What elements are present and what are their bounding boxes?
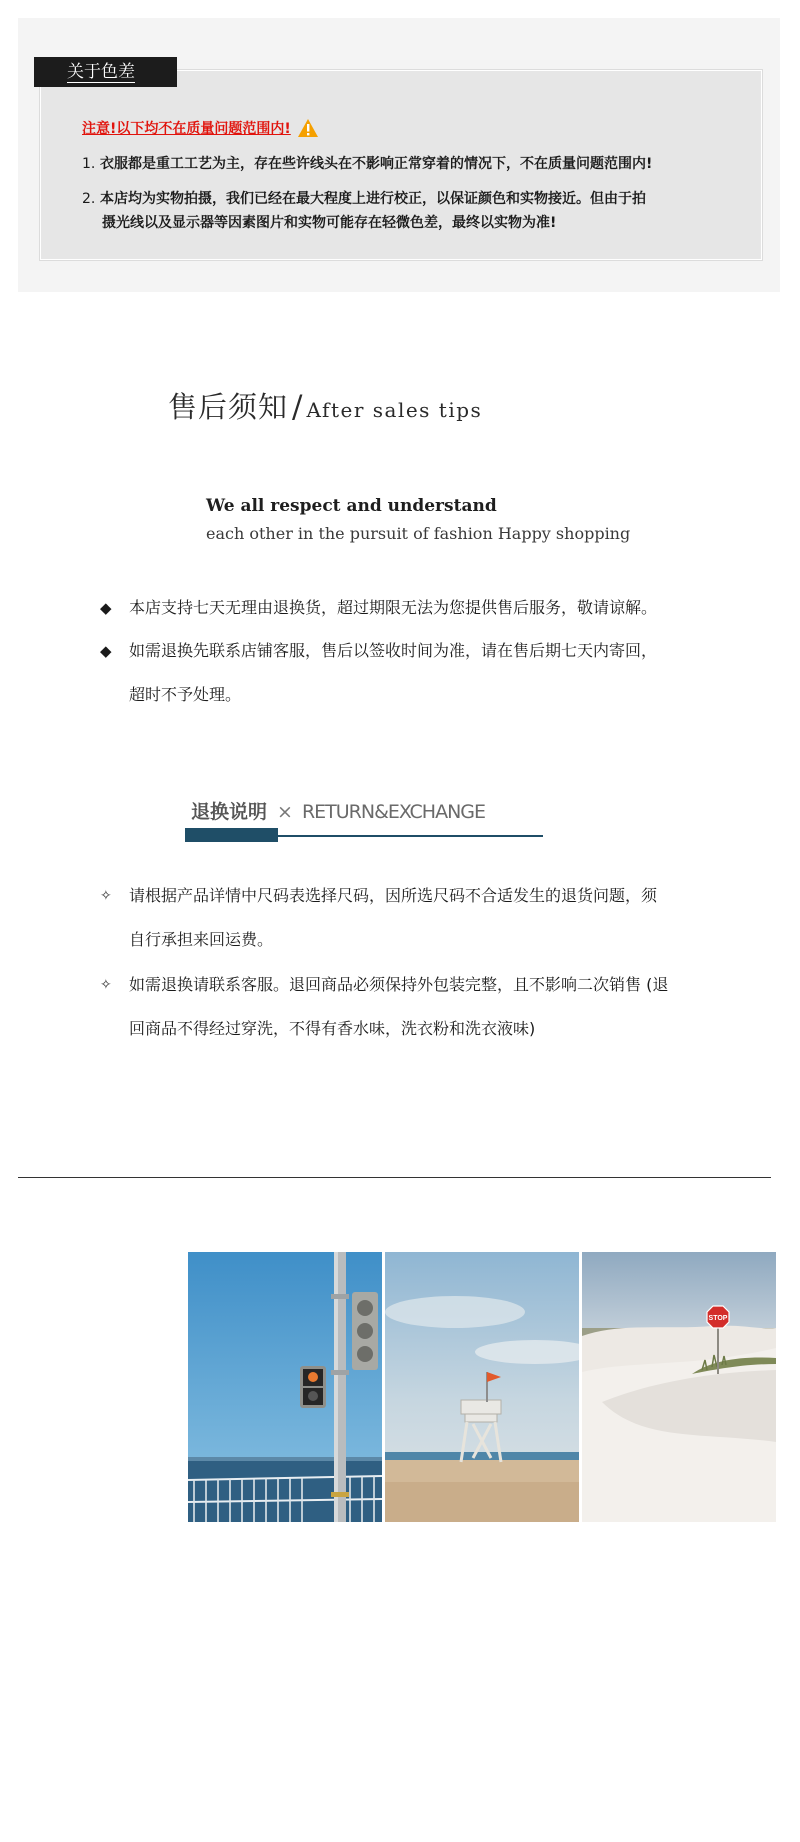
after-sales-bullet-line-2: 超时不予处理。 [129,685,242,704]
return-bullet-line-2: 自行承担来回运费。 [129,930,274,949]
warning-icon [297,118,319,138]
sparkle-bullet-icon: ✧ [100,977,112,993]
return-bullet-text [129,963,729,1051]
color-note-text: 衣服都是重工工艺为主，存在些许线头在不影响正常穿着的情况下，不在质量问题范围内! [100,156,653,172]
after-sales-title-cn: 售后须知 [168,390,289,424]
stop-sign-text: STOP [708,1315,728,1322]
after-sales-title [168,385,482,426]
return-bullet-line-1: 如需退换请联系客服。退回商品必须保持外包装完整，且不影响二次销售 (退 [129,975,669,994]
after-sales-bullet-text [129,629,709,717]
color-note-number: 1. [82,156,96,172]
diamond-bullet-icon: ◆ [100,642,112,660]
after-sales-bullet-line-1: 如需退换先联系店铺客服，售后以签收时间为准，请在售后期七天内寄回， [129,641,658,660]
return-exchange-title [191,797,485,824]
lifeguard-tower-image [385,1252,579,1522]
traffic-signal-image [188,1252,382,1522]
color-note-2 [82,187,722,235]
return-bullet-line-2: 回商品不得经过穿洗，不得有香水味，洗衣粉和洗衣液味) [129,1019,536,1038]
photo-lifeguard-tower [385,1252,579,1522]
after-sales-bullet-text: 本店支持七天无理由退换货，超过期限无法为您提供售后服务，敬请谅解。 [129,598,658,617]
stop-sign-dunes-image [582,1252,776,1522]
sparkle-bullet-icon: ✧ [100,888,112,904]
return-bullet-line-1: 请根据产品详情中尺码表选择尺码，因所选尺码不合适发生的退货问题，须 [129,886,658,905]
color-note-text-line-2: 摄光线以及显示器等因素图片和实物可能存在轻微色差，最终以实物为准! [102,215,557,231]
return-title-underline-thick [185,828,278,842]
return-title-underline-thin [278,835,543,837]
return-bullet-2 [100,963,729,1051]
respect-line-2: each other in the pursuit of fashion Happy shopping [206,524,631,543]
respect-line-1: We all respect and understand [206,496,497,516]
return-bullet-1 [100,874,729,962]
after-sales-title-slash: / [292,389,303,425]
quality-warning [82,117,319,139]
return-exchange-header [185,795,543,845]
quality-warning-text: 注意!以下均不在质量问题范围内! [82,121,291,137]
color-difference-tab-label: 关于色差 [67,62,135,82]
return-title-en: RETURN&EXCHANGE [301,801,486,823]
after-sales-bullet-1 [100,586,709,630]
return-title-x: × [277,801,293,823]
color-difference-tab [34,57,177,87]
photo-stop-sign-dunes [582,1252,776,1522]
color-note-text-line-1: 本店均为实物拍摄，我们已经在最大程度上进行校正，以保证颜色和实物接近。但由于拍 [100,191,646,207]
color-note-number: 2. [82,191,96,207]
diamond-bullet-icon: ◆ [100,599,112,617]
section-divider [18,1177,771,1178]
photo-traffic-signal [188,1252,382,1522]
after-sales-bullet-2 [100,629,709,717]
return-bullet-text [129,874,729,962]
return-title-cn: 退换说明 [191,801,268,823]
color-note-1 [82,152,772,176]
after-sales-title-en: After sales tips [306,398,483,422]
